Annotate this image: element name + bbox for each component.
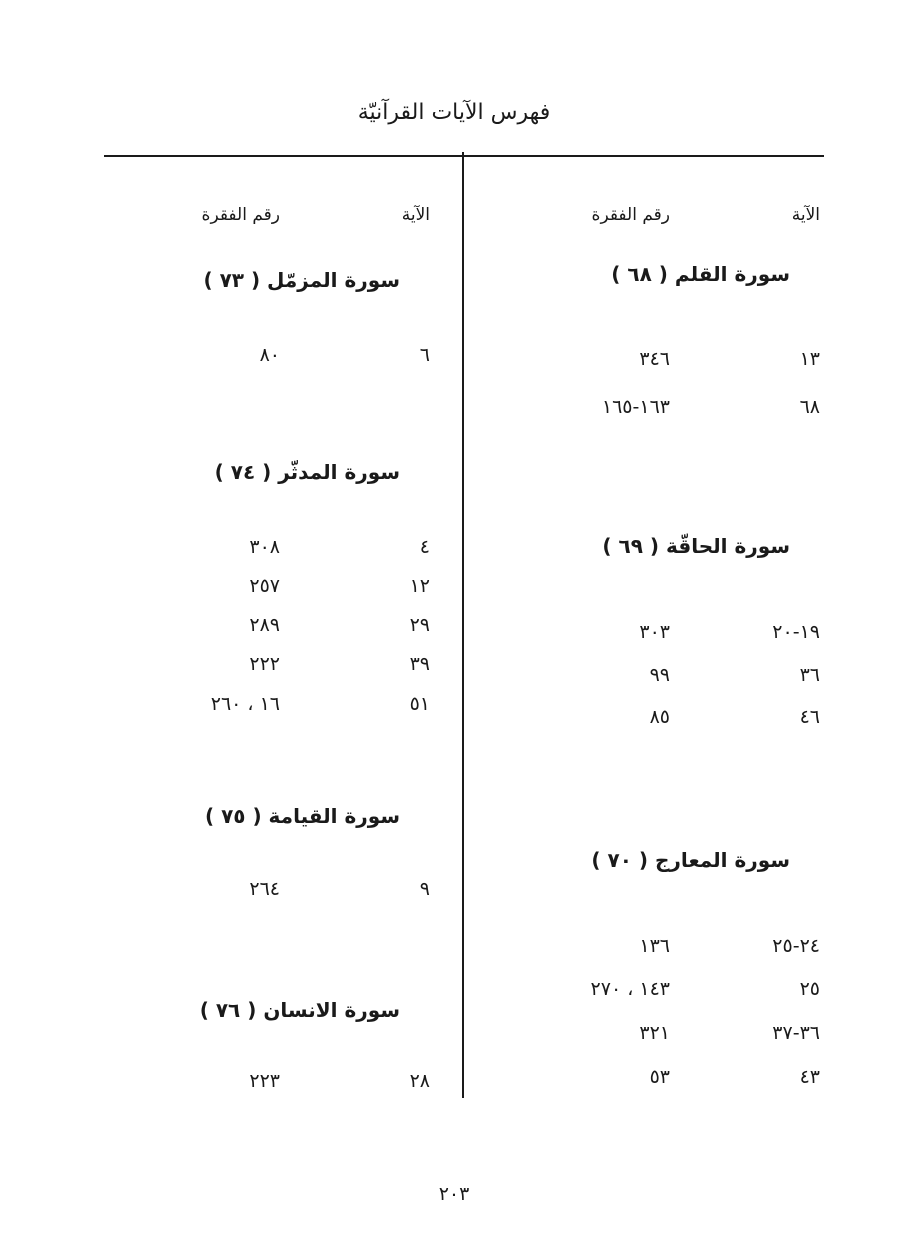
index-row (560, 935, 820, 961)
page-number: ٢٠٣ (438, 1183, 470, 1205)
aya-number: ١٩-٢٠ (772, 621, 820, 643)
paragraph-number: ١٤٣ ، ٢٧٠ (590, 978, 670, 1000)
index-row (180, 344, 430, 370)
paragraph-number: ١٣٦ (639, 935, 670, 957)
aya-number: ٣٦-٣٧ (772, 1022, 820, 1044)
aya-number: ١٣ (799, 348, 820, 370)
aya-number: ٤٦ (799, 706, 820, 728)
aya-number: ٣٩ (409, 653, 430, 675)
paragraph-number: ٣٠٨ (249, 536, 280, 558)
aya-number: ٩ (419, 878, 430, 900)
paragraph-number: ٣٢١ (639, 1022, 670, 1044)
index-row (560, 706, 820, 732)
aya-column-header: الآية (791, 205, 820, 225)
index-row (180, 1070, 430, 1096)
sura-title: سورة الحاقّة ( ٦٩ ) (602, 534, 790, 558)
page-title: فهرس الآيات القرآنيّة (357, 100, 551, 125)
sura-title: سورة المدثّر ( ٧٤ ) (214, 460, 400, 484)
index-row (560, 396, 820, 422)
index-row (180, 575, 430, 601)
index-row (560, 1066, 820, 1092)
paragraph-number: ٣٠٣ (639, 621, 670, 643)
index-row (560, 621, 820, 647)
index-row (560, 348, 820, 374)
aya-number: ٥١ (409, 693, 430, 715)
paragraph-number: ٥٣ (649, 1066, 670, 1088)
index-row (180, 536, 430, 562)
aya-number: ٢٨ (409, 1070, 430, 1092)
column-divider (462, 152, 464, 1098)
paragraph-number: ٢٨٩ (249, 614, 280, 636)
aya-number: ٢٩ (409, 614, 430, 636)
aya-number: ٤ (419, 536, 430, 558)
aya-number: ٢٤-٢٥ (772, 935, 820, 957)
aya-number: ٣٦ (799, 664, 820, 686)
paragraph-column-header: رقم الفقرة (591, 205, 670, 225)
sura-title: سورة المزمّل ( ٧٣ ) (203, 268, 400, 292)
aya-number: ١٢ (409, 575, 430, 597)
paragraph-number: ٢٥٧ (249, 575, 280, 597)
index-row (180, 693, 430, 719)
paragraph-number: ١٦ ، ٢٦٠ (210, 693, 280, 715)
index-row (180, 653, 430, 679)
index-row (560, 664, 820, 690)
index-row (180, 614, 430, 640)
index-row (560, 1022, 820, 1048)
sura-title: سورة الانسان ( ٧٦ ) (199, 998, 400, 1022)
aya-number: ٦ (419, 344, 430, 366)
paragraph-number: ٢٦٤ (249, 878, 280, 900)
paragraph-number: ٨٥ (649, 706, 670, 728)
paragraph-number: ٢٢٢ (249, 653, 280, 675)
paragraph-number: ٩٩ (649, 664, 670, 686)
sura-title: سورة القلم ( ٦٨ ) (611, 262, 790, 286)
sura-title: سورة القيامة ( ٧٥ ) (204, 804, 400, 828)
aya-number: ٢٥ (799, 978, 820, 1000)
paragraph-number: ٢٢٣ (249, 1070, 280, 1092)
title-rule (104, 155, 824, 157)
sura-title: سورة المعارج ( ٧٠ ) (591, 848, 790, 872)
paragraph-number: ١٦٣-١٦٥ (601, 396, 670, 418)
paragraph-number: ٣٤٦ (639, 348, 670, 370)
index-row (560, 978, 820, 1004)
aya-number: ٦٨ (799, 396, 820, 418)
aya-number: ٤٣ (799, 1066, 820, 1088)
paragraph-column-header: رقم الفقرة (201, 205, 280, 225)
aya-column-header: الآية (401, 205, 430, 225)
paragraph-number: ٨٠ (259, 344, 280, 366)
index-row (180, 878, 430, 904)
